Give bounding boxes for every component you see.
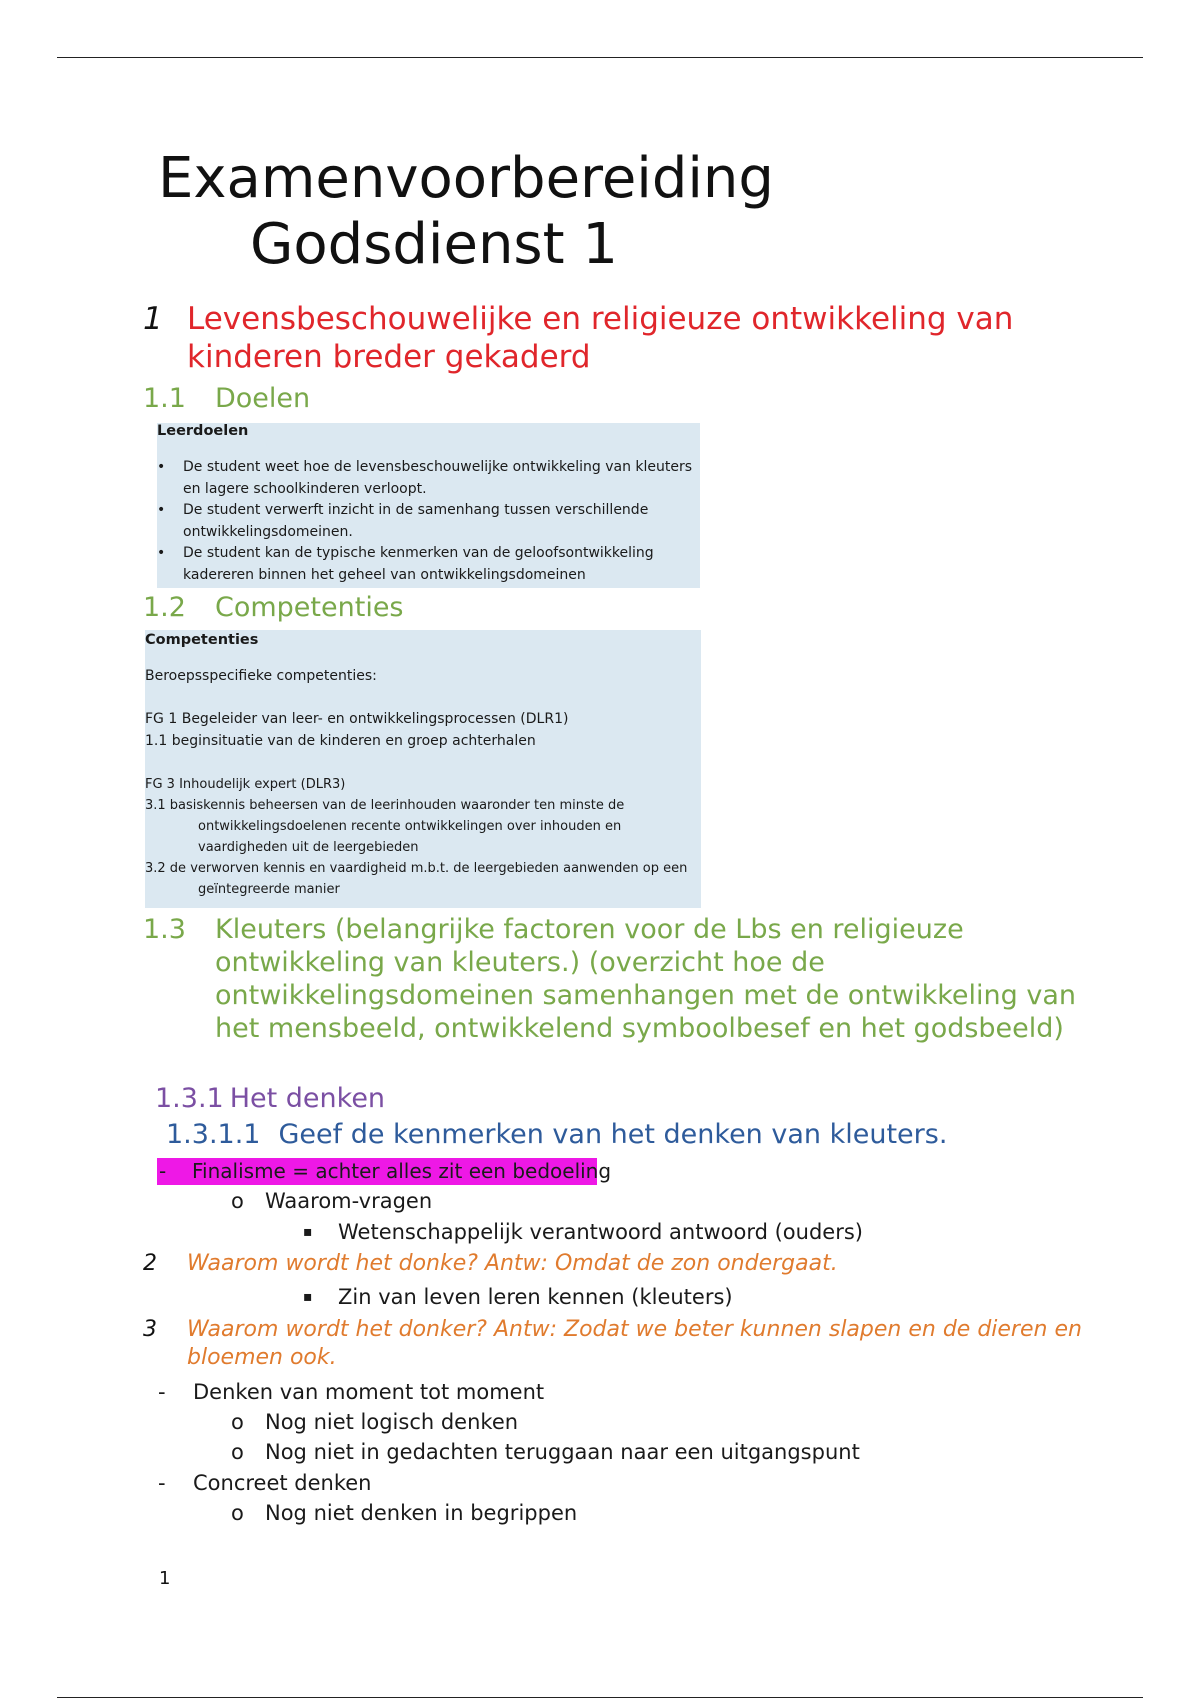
dash-bullet: - — [158, 1380, 166, 1404]
question-3 — [143, 1316, 1093, 1372]
heading-kleuters-number: 1.3 — [143, 914, 186, 945]
page-number: 1 — [159, 1568, 171, 1589]
highlighted-item — [157, 1158, 612, 1185]
list-item-text: Nog niet logisch denken — [265, 1410, 519, 1434]
heading-denken — [155, 1082, 385, 1116]
fg1-line: FG 1 Begeleider van leer- en ontwikkelingsprocessen (DLR1) — [145, 711, 569, 727]
fg3-1-line: 3.1 basiskennis beheersen van de leerinhouden waaronder ten minste de — [145, 798, 625, 813]
heading-competenties — [143, 591, 1093, 624]
leerdoel-item: • De student verwerft inzicht in de samenhang tussen verschillende ontwikkelingsdomeinen. — [157, 502, 649, 540]
list-item-text: Waarom-vragen — [265, 1189, 433, 1213]
heading-doelen-number: 1.1 — [143, 383, 186, 414]
circle-bullet-icon: o — [231, 1501, 244, 1525]
bullet-icon: • — [157, 502, 166, 518]
question-2-number: 2 — [143, 1251, 157, 1276]
square-bullet-icon: ▪ — [303, 1224, 313, 1240]
fg3-2-line-cont: geïntegreerde manier — [198, 882, 340, 897]
leerdoelen-heading: Leerdoelen — [157, 423, 249, 439]
heading-kenmerken-number: 1.3.1.1 — [166, 1119, 261, 1150]
fg3-1-line-cont: ontwikkelingsdoelenen recente ontwikkelingen over inhouden en — [198, 819, 622, 834]
list-item-text: Nog niet in gedachten teruggaan naar een uitgangspunt — [265, 1440, 860, 1464]
top-rule — [57, 57, 1143, 58]
bullet-icon: • — [157, 545, 166, 561]
list-item-text: Wetenschappelijk verantwoord antwoord (ouders) — [338, 1220, 863, 1244]
heading-kleuters — [143, 913, 1083, 1045]
heading-doelen-text: Doelen — [215, 383, 311, 414]
bottom-rule — [57, 1697, 1143, 1698]
competenties-intro: Beroepsspecifieke competenties: — [145, 668, 377, 684]
fg3-1-line-cont: vaardigheden uit de leergebieden — [198, 840, 419, 855]
heading-kleuters-text: Kleuters (belangrijke factoren voor de Lbs en religieuze ontwikkeling van kleuters.) (overzicht hoe de ontwikkelingsdomeinen samenhangen met de ontwikkeling van het mensbeeld, ontwikkelend symboolbesef en het godsbeeld) — [215, 914, 1076, 1044]
list-item-text: Nog niet denken in begrippen — [265, 1501, 578, 1525]
list-item-text: Denken van moment tot moment — [193, 1380, 545, 1404]
circle-bullet-icon: o — [231, 1410, 244, 1434]
heading-denken-number: 1.3.1 — [155, 1083, 224, 1114]
list-item-text: Concreet denken — [193, 1471, 372, 1495]
circle-bullet-icon: o — [231, 1440, 244, 1464]
heading-kenmerken — [166, 1118, 947, 1152]
competenties-box — [145, 630, 701, 908]
dash-bullet: - — [159, 1159, 167, 1183]
heading-competenties-text: Competenties — [215, 592, 404, 623]
dash-bullet: - — [158, 1471, 166, 1495]
fg1-1-line: 1.1 beginsituatie van de kinderen en groep achterhalen — [145, 733, 536, 749]
list-item-text: Zin van leven leren kennen (kleuters) — [338, 1285, 733, 1309]
question-3-number: 3 — [143, 1317, 157, 1342]
heading-competenties-number: 1.2 — [143, 592, 186, 623]
question-2-text: Waarom wordt het donke? Antw: Omdat de zon ondergaat. — [187, 1251, 838, 1276]
heading-1-number: 1 — [143, 301, 163, 337]
title-line-2: Godsdienst 1 — [250, 212, 618, 277]
heading-kenmerken-text: Geef de kenmerken van het denken van kleuters. — [278, 1119, 948, 1150]
fg3-line: FG 3 Inhoudelijk expert (DLR3) — [145, 777, 346, 792]
bullet-icon: • — [157, 459, 166, 475]
circle-bullet-icon: o — [231, 1189, 244, 1213]
heading-1-text: Levensbeschouwelijke en religieuze ontwikkeling van kinderen breder gekaderd — [187, 301, 1014, 375]
leerdoelen-box — [157, 423, 700, 588]
square-bullet-icon: ▪ — [303, 1289, 313, 1305]
heading-doelen — [143, 382, 1093, 415]
heading-denken-text: Het denken — [229, 1083, 386, 1114]
leerdoelen-list — [157, 457, 697, 586]
question-2 — [143, 1250, 1093, 1278]
leerdoel-item: • De student kan de typische kenmerken van de geloofsontwikkeling kadereren binnen het geheel van ontwikkelingsdomeinen — [157, 545, 654, 583]
document-title — [158, 146, 774, 278]
title-line-1: Examenvoorbereiding — [158, 146, 774, 211]
leerdoel-item: • De student weet hoe de levensbeschouwelijke ontwikkeling van kleuters en lagere schoolkinderen verloopt. — [157, 459, 693, 497]
heading-1 — [143, 300, 1093, 376]
competenties-heading: Competenties — [145, 632, 259, 648]
question-3-text: Waarom wordt het donker? Antw: Zodat we beter kunnen slapen en de dieren en bloemen ook. — [187, 1317, 1082, 1370]
highlighted-text: Finalisme = achter alles zit een bedoeling — [192, 1159, 612, 1183]
fg3-2-line: 3.2 de verworven kennis en vaardigheid m.b.t. de leergebieden aanwenden op een — [145, 861, 688, 876]
